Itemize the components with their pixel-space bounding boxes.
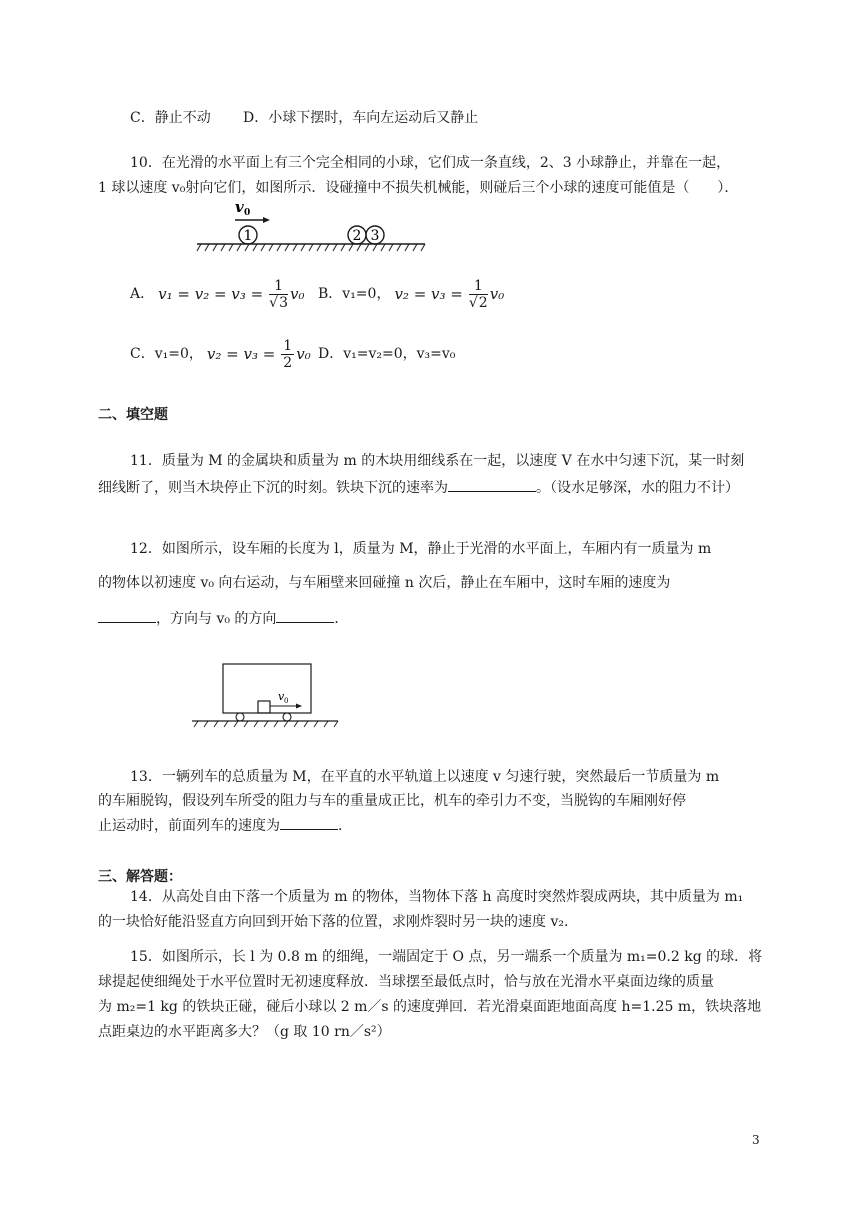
q10-option-b-tail: v₀ <box>489 285 505 303</box>
q15-text-line3: 为 m₂=1 kg 的铁块正碰，碰后小球以 2 m／s 的速度弹回．若光滑桌面距地面高度 h=1.25 m，铁块落地 <box>98 999 762 1015</box>
q15-text-line1: 15．如图所示，长 l 为 0.8 m 的细绳，一端固定于 O 点，另一端系一个质量为 m₁=0.2 kg 的球．将 <box>130 949 763 965</box>
q13-text-line3-start: 止运动时，前面列车的速度为 <box>98 818 280 834</box>
q10-option-b-lhs: v₂ = v₃ = <box>394 285 463 303</box>
q11-text-line2 <box>98 477 739 498</box>
q10-option-a-tail: v₀ <box>289 285 305 303</box>
q12-text-line3-mid: ，方向与 v₀ 的方向 <box>156 611 277 627</box>
q9-option-c: C．静止不动 <box>130 110 211 126</box>
q15-text-line4: 点距桌边的水平距离多大？（g 取 10 rn／s²） <box>98 1024 391 1040</box>
q12-direction-blank[interactable] <box>276 608 334 623</box>
q10-option-a <box>130 272 304 316</box>
q10-option-a-fraction: $\frac{1}{√3}$ <box>269 277 288 311</box>
q9-option-d: D．小球下摆时，车向左运动后又静止 <box>243 110 479 126</box>
q11-text-line2-start: 细线断了，则当木块停止下沉的时刻。铁块下沉的速率为 <box>98 480 448 496</box>
q10-ball-2-label: 2 <box>352 228 362 244</box>
q10-option-b-denominator: 2 <box>478 294 488 311</box>
q11-text-line2-end: 。（设水足够深，水的阻力不计） <box>536 480 739 496</box>
q13-answer-blank[interactable] <box>280 815 338 830</box>
q12-fig-v-sub: 0 <box>284 697 289 705</box>
q13-text-line3-end: ． <box>338 818 352 834</box>
q10-option-c-denominator: 2 <box>283 354 293 371</box>
section-heading-solve: 三、解答题： <box>98 869 182 885</box>
q10-option-a-numerator: 1 <box>269 278 288 295</box>
q10-option-c-numerator: 1 <box>283 337 293 354</box>
q11-text-line1: 11．质量为 M 的金属块和质量为 m 的木块用细线系在一起，以速度 V 在水中匀速下沉，某一时刻 <box>130 453 745 469</box>
q10-option-c-label: C．v₁=0， <box>130 346 203 362</box>
q10-option-a-lhs: v₁ = v₂ = v₃ = <box>158 285 264 303</box>
q12-ground-hatch <box>194 721 338 727</box>
q10-fig-v-sub: 0 <box>244 208 251 218</box>
q14-text-line2: 的一块恰好能沿竖直方向回到开始下落的位置，求刚炸裂时另一块的速度 v₂. <box>98 914 569 930</box>
q10-ball-1-label: 1 <box>243 228 253 244</box>
q10-option-d: D．v₁=v₂=0，v₃=v₀ <box>318 346 456 362</box>
q11-answer-blank[interactable] <box>448 477 536 492</box>
q12-velocity-arrowhead <box>296 704 302 709</box>
section-heading-fill-in: 二、填空题 <box>98 407 168 423</box>
q14-text-line1: 14．从高处自由下落一个质量为 m 的物体，当物体下落 h 高度时突然炸裂成两块，其中质量为 m₁ <box>130 889 744 905</box>
q10-option-b-fraction: $\frac{1}{√2}$ <box>468 277 488 311</box>
q12-text-line2: 的物体以初速度 v₀ 向右运动，与车厢壁来回碰撞 n 次后，静止在车厢中，这时车厢的速度为 <box>98 575 671 591</box>
q10-balls-figure <box>195 196 430 256</box>
page-number: 3 <box>752 1133 760 1147</box>
q10-ball-3-label: 3 <box>370 228 380 244</box>
q10-option-c-fraction <box>281 338 294 371</box>
q12-wheel-right <box>283 713 291 721</box>
q15-text-line2: 球提起使细绳处于水平位置时无初速度释放．当球摆至最低点时，恰与放在光滑水平桌面边缘的质量 <box>98 974 714 990</box>
q10-option-c <box>130 332 311 376</box>
q10-option-b-label: B．v₁=0， <box>318 286 391 302</box>
q12-text-line1: 12．如图所示，设车厢的长度为 l，质量为 M，静止于光滑的水平面上，车厢内有一质量为 m <box>130 541 712 557</box>
q12-text-line3-end: ． <box>334 611 349 627</box>
q10-ground-hatch <box>197 244 425 251</box>
q10-text-line2: 1 球以速度 v₀射向它们，如图所示．设碰撞中不损失机械能，则碰后三个小球的速度可能值是（ ）． <box>98 180 739 196</box>
q10-velocity-arrowhead <box>263 217 270 223</box>
q10-text-line1: 10．在光滑的水平面上有三个完全相同的小球，它们成一条直线，2、3 小球静止，并靠在一起， <box>130 155 731 171</box>
q12-block <box>258 701 270 713</box>
q12-text-line3 <box>98 608 348 629</box>
q10-option-c-lhs: v₂ = v₃ = <box>206 345 276 363</box>
q13-text-line1: 13．一辆列车的总质量为 M，在平直的水平轨道上以速度 v 匀速行驶，突然最后一节质量为 m <box>130 769 720 785</box>
q10-fig-v-label: v <box>235 198 244 216</box>
q13-text-line3 <box>98 815 352 836</box>
q10-option-a-label: A． <box>130 286 155 302</box>
q10-option-a-denominator: 3 <box>279 294 288 311</box>
q12-fig-v-label: v <box>278 690 285 703</box>
q10-option-c-tail: v₀ <box>296 345 311 363</box>
q10-option-b <box>318 272 504 316</box>
q10-option-b-numerator: 1 <box>469 278 488 295</box>
q13-text-line2: 的车厢脱钩，假设列车所受的阻力与车的重量成正比，机车的牵引力不变，当脱钩的车厢刚好停 <box>98 793 686 809</box>
q12-wheel-left <box>236 713 244 721</box>
q12-carriage-figure <box>190 660 340 730</box>
q12-velocity-blank[interactable] <box>98 608 156 623</box>
